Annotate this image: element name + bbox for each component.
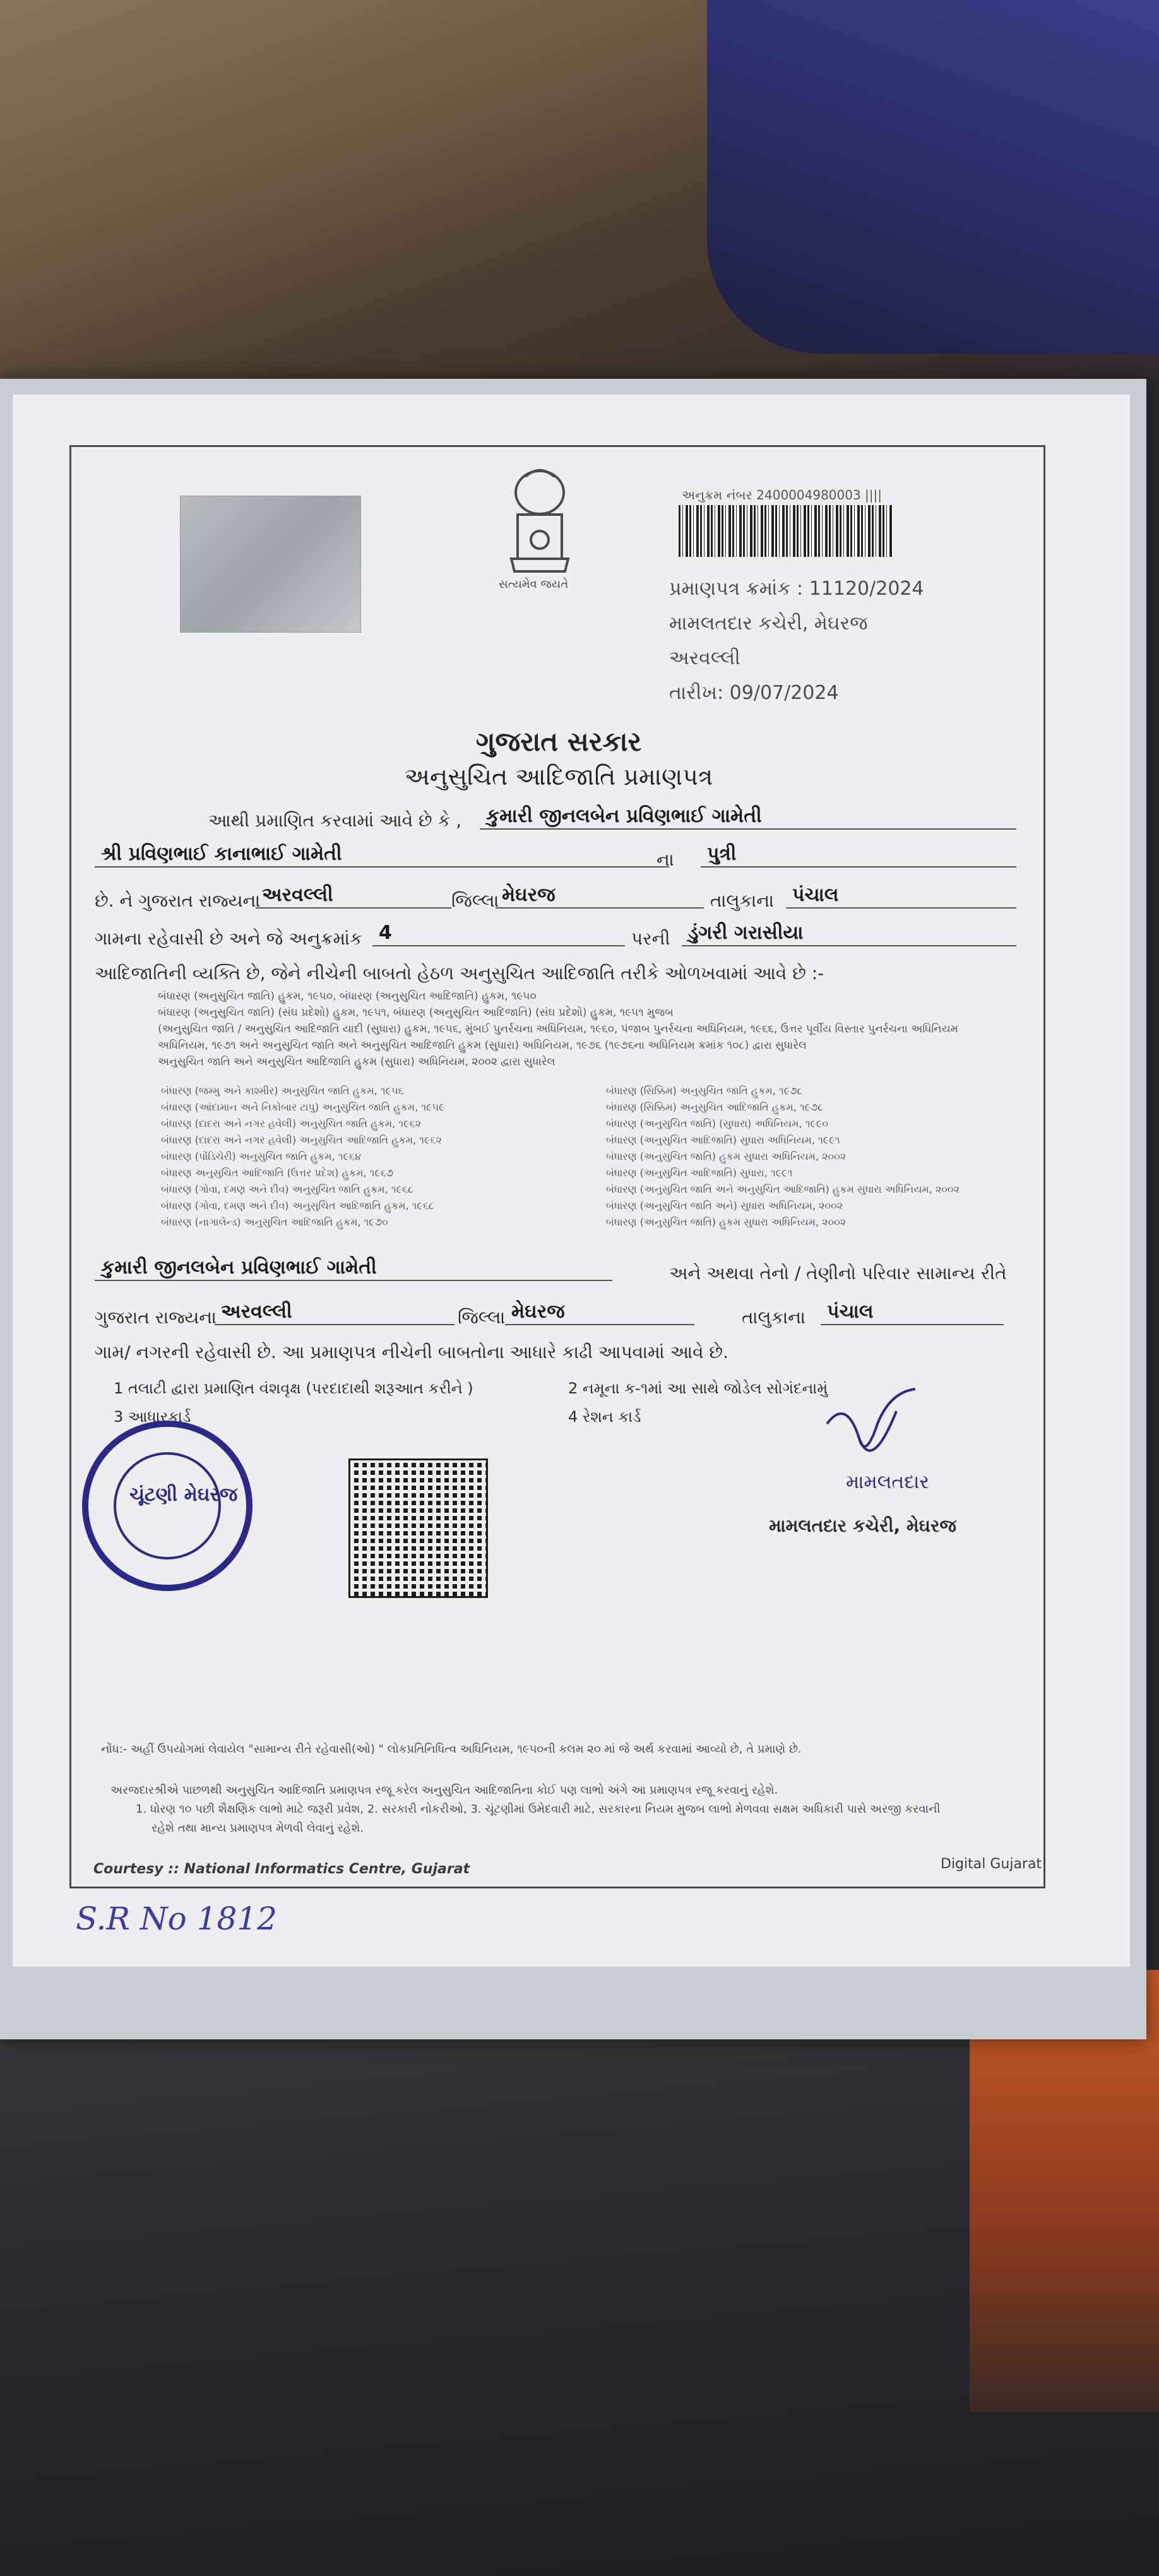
relation: પુત્રી	[701, 843, 1016, 868]
handwritten-serial: S.R No 1812	[76, 1900, 277, 1937]
issue-date: તારીખ: 09/07/2024	[669, 682, 839, 704]
barcode	[679, 505, 893, 557]
district-label-2: જિલ્લા	[458, 1307, 506, 1328]
village: પંચાલ	[786, 884, 1016, 909]
signature-icon	[821, 1386, 922, 1481]
residence-text: ગામના રહેવાસી છે અને જે અનુક્રમાંક	[95, 928, 362, 949]
legal-item: બંધારણ (ગોવા, દમણ અને દીવ) અનુસુચિત આદિજાતિ હુકમ, ૧૯૬૮	[161, 1200, 434, 1212]
legal-item: બંધારણ (ગોવા, દમણ અને દીવ) અનુસુચિત જાતિ હુકમ, ૧૯૬૮	[161, 1183, 413, 1195]
legal-list-right	[606, 1083, 1023, 1231]
legal-line: અધિનિયમ, ૧૯૭૧ અને અનુસુચિત જાતિ અને અનુસુચિત આદિજાતિ હુકમ (સુધારા) અધિનિયમ, ૧૯૭૬ (૧૯૭૬ના અધિનિયમ ક્રમાંક ૧૦૮) દ્વારા સુધારેલ	[158, 1039, 807, 1052]
certificate-title: ગુજરાત સરકાર	[475, 726, 642, 757]
taluka-label: તાલુકાના	[710, 890, 774, 911]
legal-item: બંધારણ (જમ્મુ અને કાશ્મીર) અનુસુચિત જાતિ હુકમ, ૧૯૫૬	[161, 1085, 404, 1097]
footnote: 1. ધોરણ ૧૦ પછી શૈક્ષણિક લાભો માટે જરૂરી પ્રવેશ, 2. સરકારી નોકરીઓ, 3. ચૂંટણીમાં ઉમેદવારી માટે, સરકારના નિયમ મુજબ લાભો મેળવવા સક્ષમ અધિકારી પાસે અરજી કરવાની	[136, 1803, 941, 1816]
district: અરવલ્લી	[256, 884, 451, 909]
legal-item: બંધારણ (અનુસુચિત જાતિ અને) સુધારા અધિનિયમ, ૨૦૦૨	[606, 1200, 843, 1212]
courtesy-text: Courtesy :: National Informatics Centre, Gujarat	[93, 1861, 470, 1877]
legal-item: બંધારણ (દાદરા અને નગર હવેલી) અનુસુચિત જાતિ હુકમ, ૧૯૬૨	[161, 1118, 421, 1130]
tribe-name: ડુંગરી ગરાસીયા	[682, 922, 1016, 946]
footnote: નોંધ:- અહીં ઉપયોગમાં લેવાયેલ "સામાન્ય રીતે રહેવાસી(ઓ) " લોકપ્રતિનિધિત્વ અધિનિયમ, ૧૯૫૦ની કલમ ૨૦ માં જે અર્થ કરવામાં આવ્યો છે, તે પ્રમાણે છે.	[101, 1743, 802, 1756]
certificate-number: પ્રમાણપત્ર ક્રમાંક : 11120/2024	[669, 578, 924, 600]
legal-item: બંધારણ (સિક્કિમ) અનુસુચિત જાતિ હુકમ, ૧૯૭૮	[606, 1085, 803, 1097]
legal-item: બંધારણ (અનુસુચિત જાતિ) હુકમ સુધારા અધિનિયમ, ૨૦૦૨	[606, 1150, 847, 1162]
relation-prefix: ના	[657, 849, 674, 870]
legal-line: બંધારણ (અનુસુચિત જાતિ) હુકમ, ૧૯૫૦, બંધારણ (અનુસુચિત આદિજાતિ) હુકમ, ૧૯૫૦	[158, 990, 537, 1003]
district-label: જિલ્લા	[451, 890, 499, 911]
official-seal	[82, 1421, 253, 1591]
seal-text: ચૂંટણી મેઘરજ	[129, 1484, 238, 1506]
legal-item: બંધારણ (અનુસુચિત આદિજાતિ) સુધારા અધિનિયમ, ૧૯૯૧	[606, 1134, 840, 1146]
serial-entry-number: 4	[372, 922, 625, 946]
applicant-name-repeat: કુમારી જીનલબેન પ્રવિણભાઈ ગામેતી	[95, 1256, 612, 1281]
emblem-caption: સત્યમેવ જયતે	[499, 578, 569, 591]
village-2: પંચાલ	[821, 1301, 1004, 1325]
digital-gujarat-label: Digital Gujarat	[941, 1856, 1042, 1872]
photo-background-top	[0, 0, 1159, 379]
footnote: રહેશે તથા માન્ય પ્રમાણપત્ર મેળવી લેવાનું રહેશે.	[152, 1822, 364, 1835]
applicant-photo	[180, 496, 361, 633]
legal-item: બંધારણ (નાગાલેન્ડ) અનુસુચિત આદિજાતિ હુકમ, ૧૯૭૦	[161, 1216, 388, 1228]
state-prefix: છે. ને ગુજરાત રાજ્યના	[95, 890, 261, 911]
legal-line: (અનુસુચિત જાતિ / અનુસુચિત આદિજાતિ યાદી (સુધારા) હુકમ, ૧૯૫૬, મુંબઈ પુનર્રચના અધિનિયમ, ૧૯૬૦, પંજાબ પુનર્રચના અધિનિયમ, ૧૯૬૬, ઉત્તર પૂર્વીય વિસ્તાર પુનર્રચના અધિનિયમ	[158, 1023, 958, 1035]
district-2: અરવલ્લી	[215, 1301, 455, 1325]
intro-text: આથી પ્રમાણિત કરવામાં આવે છે કે ,	[208, 810, 462, 831]
legal-item: બંધારણ અનુસુચિત આદિજાતિ (ઉત્તર પ્રદેશ) હુકમ, ૧૯૬૭	[161, 1167, 393, 1179]
footnote: અરજદારશ્રીએ પાછળથી અનુસુચિત આદિજાતિ પ્રમાણપત્ર રજૂ કરેલ અનુસુચિત આદિજાતિના કોઈ પણ લાભો અંગે આ પ્રમાણપત્ર રજૂ કરવાનું રહેશે.	[110, 1784, 778, 1797]
father-name: શ્રી પ્રવિણભાઈ કાનાભાઈ ગામેતી	[95, 843, 669, 868]
serial-number: અનુક્રમ નંબર 2400004980003 ||||	[682, 487, 882, 503]
legal-line: બંધારણ (અનુસુચિત જાતિ) (સંઘ પ્રદેશો) હુકમ, ૧૯૫૧, બંધારણ (અનુસુચિત આદિજાતિ) (સંઘ પ્રદેશો) હુકમ, ૧૯૫૧ મુજબ	[158, 1006, 674, 1019]
photo-background-bottom	[0, 1970, 1159, 2576]
family-text: અને અથવા તેનો / તેણીનો પરિવાર સામાન્ય રીતે	[669, 1263, 1007, 1284]
signatory-title: મામલતદાર	[846, 1471, 929, 1493]
doc-item: 4 રેશન કાર્ડ	[568, 1408, 641, 1426]
legal-item: બંધારણ (દાદરા અને નગર હવેલી) અનુસુચિત આદિજાતિ હુકમ, ૧૯૬૨	[161, 1134, 442, 1146]
issuer-office: મામલતદાર કચેરી, મેઘરજ	[669, 612, 868, 635]
signatory-office: મામલતદાર કચેરી, મેઘરજ	[769, 1515, 956, 1536]
state-prefix-2: ગુજરાત રાજ્યના	[95, 1307, 217, 1328]
issuer-district: અરવલ્લી	[669, 647, 740, 669]
tribe-label: પરની	[631, 928, 670, 949]
legal-line: અનુસુચિત જાતિ અને અનુસુચિત આદિજાતિ હુકમ (સુધારા) અધિનિયમ, ૨૦૦૨ દ્વારા સુધારેલ	[158, 1056, 556, 1068]
legal-provisions	[158, 988, 1016, 1070]
tribe-statement: આદિજાતિની વ્યક્તિ છે, જેને નીચેની બાબતો હેઠળ અનુસુચિત આદિજાતિ તરીકે ઓળખવામાં આવે છે :-	[95, 963, 824, 984]
taluka: મેઘરજ	[496, 884, 704, 909]
qr-code	[348, 1458, 488, 1598]
legal-item: બંધારણ (આંદામાન અને નિકોબાર ટાપુ) અનુસુચિત જાતિ હુકમ, ૧૯૫૯	[161, 1101, 445, 1113]
taluka-label-2: તાલુકાના	[742, 1307, 805, 1328]
taluka-2: મેઘરજ	[505, 1301, 694, 1325]
applicant-name: કુમારી જીનલબેન પ્રવિણભાઈ ગામેતી	[480, 805, 1016, 830]
doc-item: 1 તલાટી દ્વારા પ્રમાણિત વંશવૃક્ષ (પરદાદાથી શરૂઆત કરીને )	[114, 1380, 473, 1397]
legal-item: બંધારણ (અનુસુચિત આદિજાતિ) સુધારા, ૧૯૯૧	[606, 1167, 793, 1179]
certificate-subtitle: અનુસુચિત આદિજાતિ પ્રમાણપત્ર	[404, 763, 713, 790]
doc-item: 2 નમૂના ક-૧માં આ સાથે જોડેલ સોગંદનામું	[568, 1380, 828, 1397]
legal-list-left	[161, 1083, 590, 1231]
legal-item: બંધારણ (પોંડિચેરી) અનુસુચિત જાતિ હુકમ, ૧૯૬૪	[161, 1150, 361, 1162]
basis-statement: ગામ/ નગરની રહેવાસી છે. આ પ્રમાણપત્ર નીચેની બાબતોના આધારે કાઢી આપવામાં આવે છે.	[95, 1342, 728, 1363]
legal-item: બંધારણ (અનુસુચિત જાતિ) હુકમ સુધારા અધિનિયમ, ૨૦૦૨	[606, 1216, 847, 1228]
national-emblem-icon	[492, 464, 587, 593]
doc-item: 3 આધારકાર્ડ	[114, 1408, 191, 1426]
legal-item: બંધારણ (સિક્કિમ) અનુસુચિત આદિજાતિ હુકમ, ૧૯૭૮	[606, 1101, 824, 1113]
legal-item: બંધારણ (અનુસુચિત જાતિ) (સુધારા) અધિનિયમ, ૧૯૯૦	[606, 1118, 828, 1130]
background-object	[707, 0, 1159, 354]
legal-item: બંધારણ (અનુસુચિત જાતિ અને અનુસુચિત આદિજાતિ) હુકમ સુધારા અધિનિયમ, ૨૦૦૨	[606, 1183, 960, 1195]
